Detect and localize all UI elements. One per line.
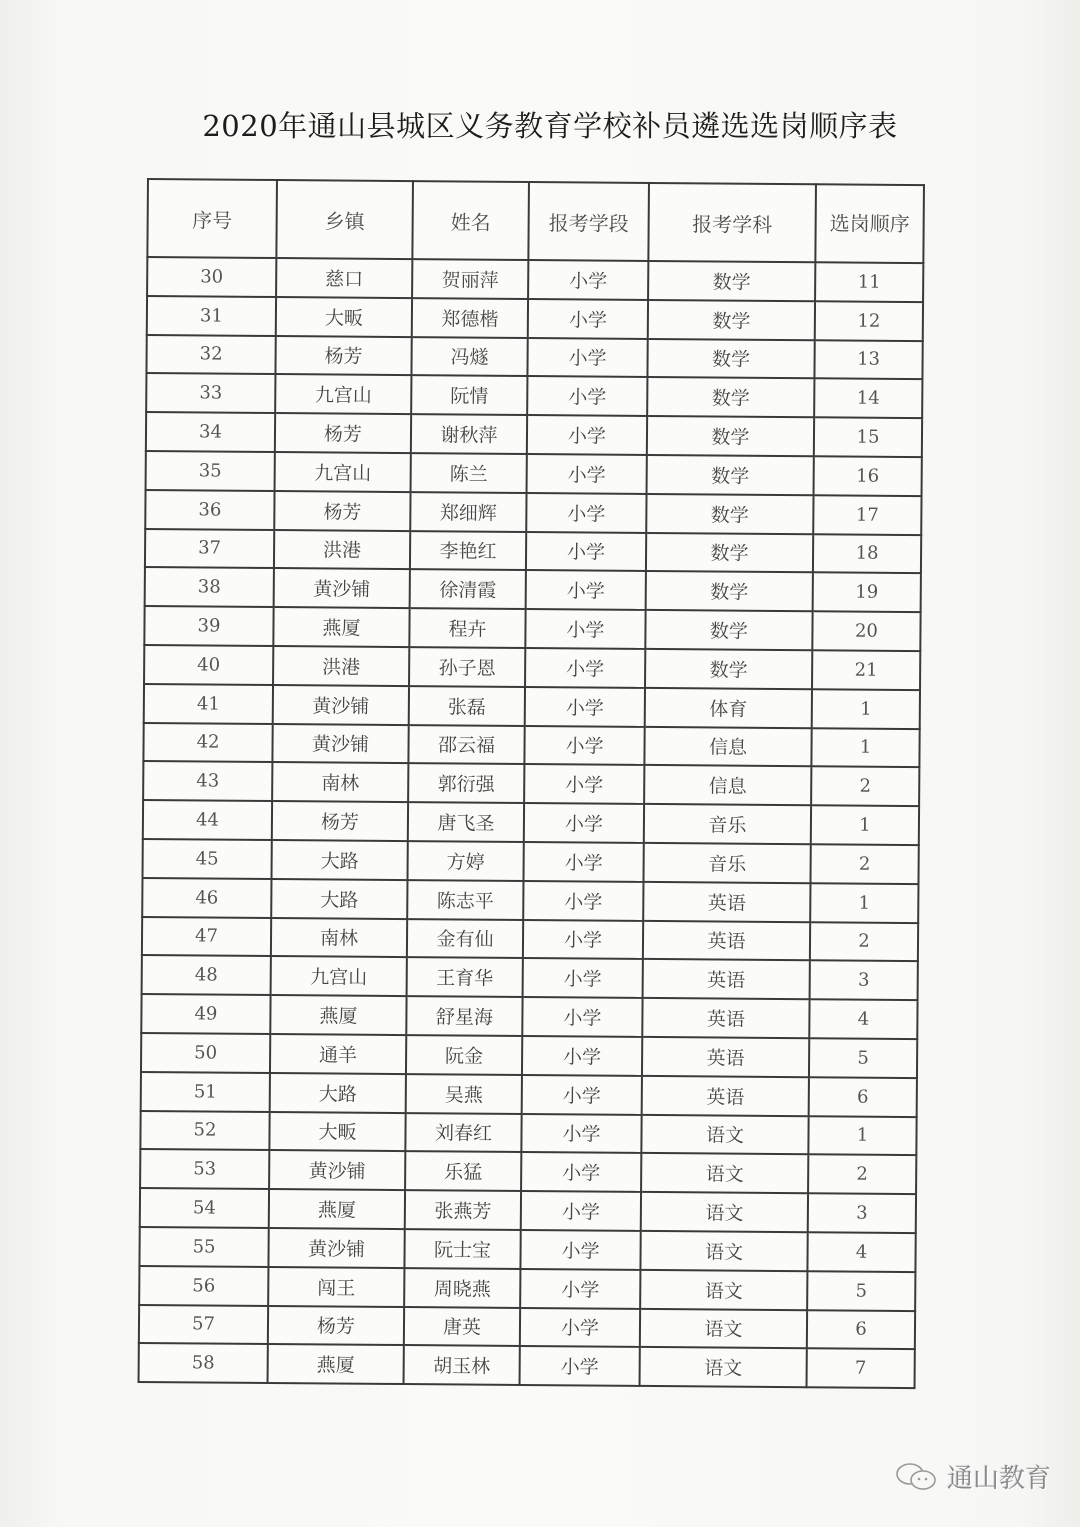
row-serial-no: 45 <box>143 839 272 879</box>
row-subject: 数学 <box>647 339 814 379</box>
row-town: 九宫山 <box>271 956 407 996</box>
row-school-level: 小学 <box>520 1346 640 1386</box>
row-serial-no: 47 <box>142 917 271 957</box>
header-selection-order: 选岗顺序 <box>815 184 924 263</box>
row-name: 陈志平 <box>407 880 523 920</box>
row-serial-no: 36 <box>145 490 274 530</box>
row-serial-no: 41 <box>144 684 273 724</box>
row-serial-no: 51 <box>141 1072 270 1112</box>
table-row <box>139 1266 915 1311</box>
table-row <box>141 994 917 1039</box>
row-name: 陈兰 <box>411 453 527 493</box>
row-selection-order: 16 <box>814 456 922 496</box>
row-selection-order: 2 <box>810 922 918 962</box>
table-row <box>139 1227 915 1272</box>
header-serial-no: 序号 <box>147 179 277 258</box>
row-selection-order: 12 <box>815 301 923 341</box>
row-town: 黄沙铺 <box>273 685 409 725</box>
row-subject: 数学 <box>647 416 814 456</box>
row-school-level: 小学 <box>526 570 646 610</box>
row-school-level: 小学 <box>527 454 647 494</box>
row-school-level: 小学 <box>527 338 647 378</box>
row-serial-no: 35 <box>146 451 275 491</box>
row-subject: 数学 <box>646 571 813 611</box>
row-selection-order: 5 <box>807 1271 915 1311</box>
watermark-text: 通山教育 <box>947 1464 1052 1494</box>
row-subject: 英语 <box>643 959 810 999</box>
table-row <box>145 529 921 574</box>
row-school-level: 小学 <box>522 1075 642 1115</box>
assignment-order-table-wrapper <box>138 178 923 1389</box>
table-row <box>140 1111 916 1156</box>
row-name: 张燕芳 <box>405 1190 521 1230</box>
row-selection-order: 4 <box>807 1232 915 1272</box>
row-town: 洪港 <box>273 646 409 686</box>
row-name: 唐飞圣 <box>408 802 524 842</box>
row-subject: 语文 <box>640 1270 807 1310</box>
row-school-level: 小学 <box>525 648 645 688</box>
row-subject: 数学 <box>647 455 814 495</box>
row-subject: 语文 <box>640 1347 807 1387</box>
row-serial-no: 52 <box>140 1111 269 1151</box>
row-serial-no: 32 <box>146 335 275 375</box>
row-subject: 语文 <box>640 1231 807 1271</box>
row-name: 阮士宝 <box>404 1229 520 1269</box>
row-selection-order: 21 <box>812 650 920 690</box>
table-row <box>143 761 919 806</box>
table-row <box>146 451 922 496</box>
row-selection-order: 3 <box>810 961 918 1001</box>
row-name: 程卉 <box>409 608 525 648</box>
row-school-level: 小学 <box>526 532 646 572</box>
table-row <box>146 335 922 380</box>
header-town: 乡镇 <box>276 180 413 259</box>
row-selection-order: 4 <box>809 999 917 1039</box>
row-name: 王育华 <box>407 957 523 997</box>
row-school-level: 小学 <box>525 687 645 727</box>
row-serial-no: 53 <box>140 1149 269 1189</box>
row-subject: 英语 <box>643 920 810 960</box>
row-town: 燕厦 <box>269 1189 405 1229</box>
row-school-level: 小学 <box>523 920 643 960</box>
row-subject: 体育 <box>645 688 812 728</box>
row-town: 燕厦 <box>270 995 406 1035</box>
row-selection-order: 1 <box>810 883 918 923</box>
table-body <box>139 257 924 1388</box>
row-school-level: 小学 <box>526 493 646 533</box>
row-selection-order: 15 <box>814 417 922 457</box>
row-name: 乐猛 <box>405 1151 521 1191</box>
row-serial-no: 48 <box>142 955 271 995</box>
row-subject: 数学 <box>648 261 815 301</box>
table-row <box>142 955 918 1000</box>
table-row <box>145 567 921 612</box>
row-serial-no: 37 <box>145 529 274 569</box>
row-serial-no: 42 <box>143 723 272 763</box>
row-school-level: 小学 <box>525 609 645 649</box>
table-row <box>143 839 919 884</box>
row-school-level: 小学 <box>528 260 648 300</box>
row-subject: 数学 <box>646 494 813 534</box>
row-serial-no: 44 <box>143 800 272 840</box>
row-town: 通羊 <box>270 1034 406 1074</box>
row-town: 洪港 <box>274 530 410 570</box>
row-serial-no: 58 <box>139 1343 268 1383</box>
row-selection-order: 1 <box>812 689 920 729</box>
row-town: 杨芳 <box>275 413 411 453</box>
row-serial-no: 46 <box>142 878 271 918</box>
row-serial-no: 56 <box>139 1266 268 1306</box>
row-subject: 语文 <box>641 1114 808 1154</box>
row-selection-order: 6 <box>809 1077 917 1117</box>
row-serial-no: 50 <box>141 1033 270 1073</box>
row-selection-order: 2 <box>811 767 919 807</box>
row-serial-no: 43 <box>143 761 272 801</box>
table-row <box>139 1304 915 1349</box>
table-row <box>141 1033 917 1078</box>
row-selection-order: 2 <box>810 844 918 884</box>
row-town: 燕厦 <box>273 607 409 647</box>
row-subject: 语文 <box>640 1308 807 1348</box>
table-header-row <box>147 179 924 263</box>
header-name: 姓名 <box>412 181 529 260</box>
assignment-order-table <box>138 178 925 1389</box>
row-name: 唐英 <box>404 1307 520 1347</box>
row-town: 南林 <box>272 762 408 802</box>
table-row <box>146 412 922 457</box>
table-row <box>144 606 920 651</box>
row-school-level: 小学 <box>528 299 648 339</box>
row-school-level: 小学 <box>524 803 644 843</box>
row-subject: 语文 <box>641 1192 808 1232</box>
row-selection-order: 20 <box>812 611 920 651</box>
header-school-level: 报考学段 <box>528 182 649 261</box>
row-selection-order: 5 <box>809 1038 917 1078</box>
table-row <box>140 1149 916 1194</box>
table-row <box>146 373 922 418</box>
row-selection-order: 18 <box>813 534 921 574</box>
row-serial-no: 54 <box>140 1188 269 1228</box>
row-serial-no: 33 <box>146 373 275 413</box>
row-town: 大畈 <box>276 297 412 337</box>
row-subject: 数学 <box>646 533 813 573</box>
document-title: 2020年通山县城区义务教育学校补员遴选选岗顺序表 <box>202 109 898 143</box>
row-town: 杨芳 <box>274 491 410 531</box>
row-subject: 音乐 <box>643 843 810 883</box>
row-serial-no: 39 <box>144 606 273 646</box>
row-town: 黄沙铺 <box>268 1228 404 1268</box>
row-town: 大路 <box>271 879 407 919</box>
table-row <box>144 645 920 690</box>
table-row <box>142 878 918 923</box>
row-subject: 信息 <box>644 726 811 766</box>
row-school-level: 小学 <box>524 764 644 804</box>
row-selection-order: 11 <box>815 262 923 302</box>
row-school-level: 小学 <box>521 1114 641 1154</box>
row-serial-no: 55 <box>139 1227 268 1267</box>
row-subject: 数学 <box>647 377 814 417</box>
table-row <box>139 1343 915 1388</box>
row-school-level: 小学 <box>522 1036 642 1076</box>
row-name: 刘春红 <box>405 1113 521 1153</box>
row-subject: 数学 <box>645 649 812 689</box>
row-selection-order: 14 <box>814 379 922 419</box>
row-name: 孙子恩 <box>409 647 525 687</box>
row-subject: 语文 <box>641 1153 808 1193</box>
row-name: 阮情 <box>411 375 527 415</box>
row-school-level: 小学 <box>523 842 643 882</box>
row-school-level: 小学 <box>524 726 644 766</box>
row-subject: 英语 <box>642 1076 809 1116</box>
row-name: 谢秋萍 <box>411 414 527 454</box>
row-school-level: 小学 <box>527 415 647 455</box>
row-name: 郑细辉 <box>410 492 526 532</box>
row-selection-order: 13 <box>814 340 922 380</box>
row-town: 九宫山 <box>275 452 411 492</box>
row-serial-no: 31 <box>147 296 276 336</box>
row-name: 方婷 <box>407 841 523 881</box>
table-row <box>143 800 919 845</box>
row-subject: 音乐 <box>644 804 811 844</box>
row-school-level: 小学 <box>523 881 643 921</box>
row-serial-no: 57 <box>139 1304 268 1344</box>
row-name: 郭衍强 <box>408 763 524 803</box>
row-subject: 数学 <box>645 610 812 650</box>
row-subject: 数学 <box>648 300 815 340</box>
row-serial-no: 49 <box>141 994 270 1034</box>
row-subject: 英语 <box>643 882 810 922</box>
row-serial-no: 34 <box>146 412 275 452</box>
row-name: 贺丽萍 <box>412 259 528 299</box>
row-selection-order: 6 <box>807 1310 915 1350</box>
row-name: 邵云福 <box>408 725 524 765</box>
row-name: 张磊 <box>409 686 525 726</box>
row-school-level: 小学 <box>521 1191 641 1231</box>
wechat-icon <box>895 1462 939 1492</box>
row-name: 徐清霞 <box>410 569 526 609</box>
row-town: 闯王 <box>268 1267 404 1307</box>
row-subject: 信息 <box>644 765 811 805</box>
table-row <box>147 296 923 341</box>
table-row <box>145 490 921 535</box>
row-selection-order: 19 <box>813 573 921 613</box>
row-town: 杨芳 <box>275 336 411 376</box>
row-town: 九宫山 <box>275 374 411 414</box>
row-town: 大路 <box>270 1073 406 1113</box>
row-name: 李艳红 <box>410 531 526 571</box>
table-row <box>143 723 919 768</box>
row-name: 周晓燕 <box>404 1268 520 1308</box>
row-town: 慈口 <box>276 258 412 298</box>
row-selection-order: 2 <box>808 1155 916 1195</box>
row-name: 金有仙 <box>407 919 523 959</box>
row-town: 大畈 <box>269 1112 405 1152</box>
row-name: 冯燧 <box>411 337 527 377</box>
row-town: 黄沙铺 <box>269 1150 405 1190</box>
row-name: 舒星海 <box>406 996 522 1036</box>
row-town: 杨芳 <box>268 1306 404 1346</box>
row-serial-no: 40 <box>144 645 273 685</box>
table-row <box>142 917 918 962</box>
row-town: 大路 <box>272 840 408 880</box>
watermark <box>895 1458 1051 1495</box>
row-subject: 英语 <box>642 998 809 1038</box>
table-row <box>140 1188 916 1233</box>
row-name: 吴燕 <box>406 1074 522 1114</box>
row-name: 郑德楷 <box>412 298 528 338</box>
row-town: 燕厦 <box>268 1344 404 1384</box>
row-school-level: 小学 <box>521 1152 641 1192</box>
table-row <box>141 1072 917 1117</box>
row-town: 黄沙铺 <box>272 724 408 764</box>
row-school-level: 小学 <box>520 1307 640 1347</box>
row-town: 南林 <box>271 918 407 958</box>
row-serial-no: 38 <box>145 567 274 607</box>
table-row <box>144 684 920 729</box>
row-school-level: 小学 <box>527 376 647 416</box>
row-selection-order: 17 <box>813 495 921 535</box>
row-selection-order: 7 <box>807 1349 915 1389</box>
row-school-level: 小学 <box>520 1269 640 1309</box>
row-selection-order: 3 <box>808 1193 916 1233</box>
row-town: 黄沙铺 <box>274 568 410 608</box>
row-selection-order: 1 <box>808 1116 916 1156</box>
row-name: 胡玉林 <box>404 1345 520 1385</box>
row-name: 阮金 <box>406 1035 522 1075</box>
row-subject: 英语 <box>642 1037 809 1077</box>
table-row <box>147 257 923 302</box>
row-selection-order: 1 <box>811 805 919 845</box>
row-town: 杨芳 <box>272 801 408 841</box>
row-serial-no: 30 <box>147 257 276 297</box>
row-school-level: 小学 <box>522 997 642 1037</box>
row-school-level: 小学 <box>520 1230 640 1270</box>
row-school-level: 小学 <box>523 958 643 998</box>
row-selection-order: 1 <box>811 728 919 768</box>
header-subject: 报考学科 <box>648 183 816 262</box>
